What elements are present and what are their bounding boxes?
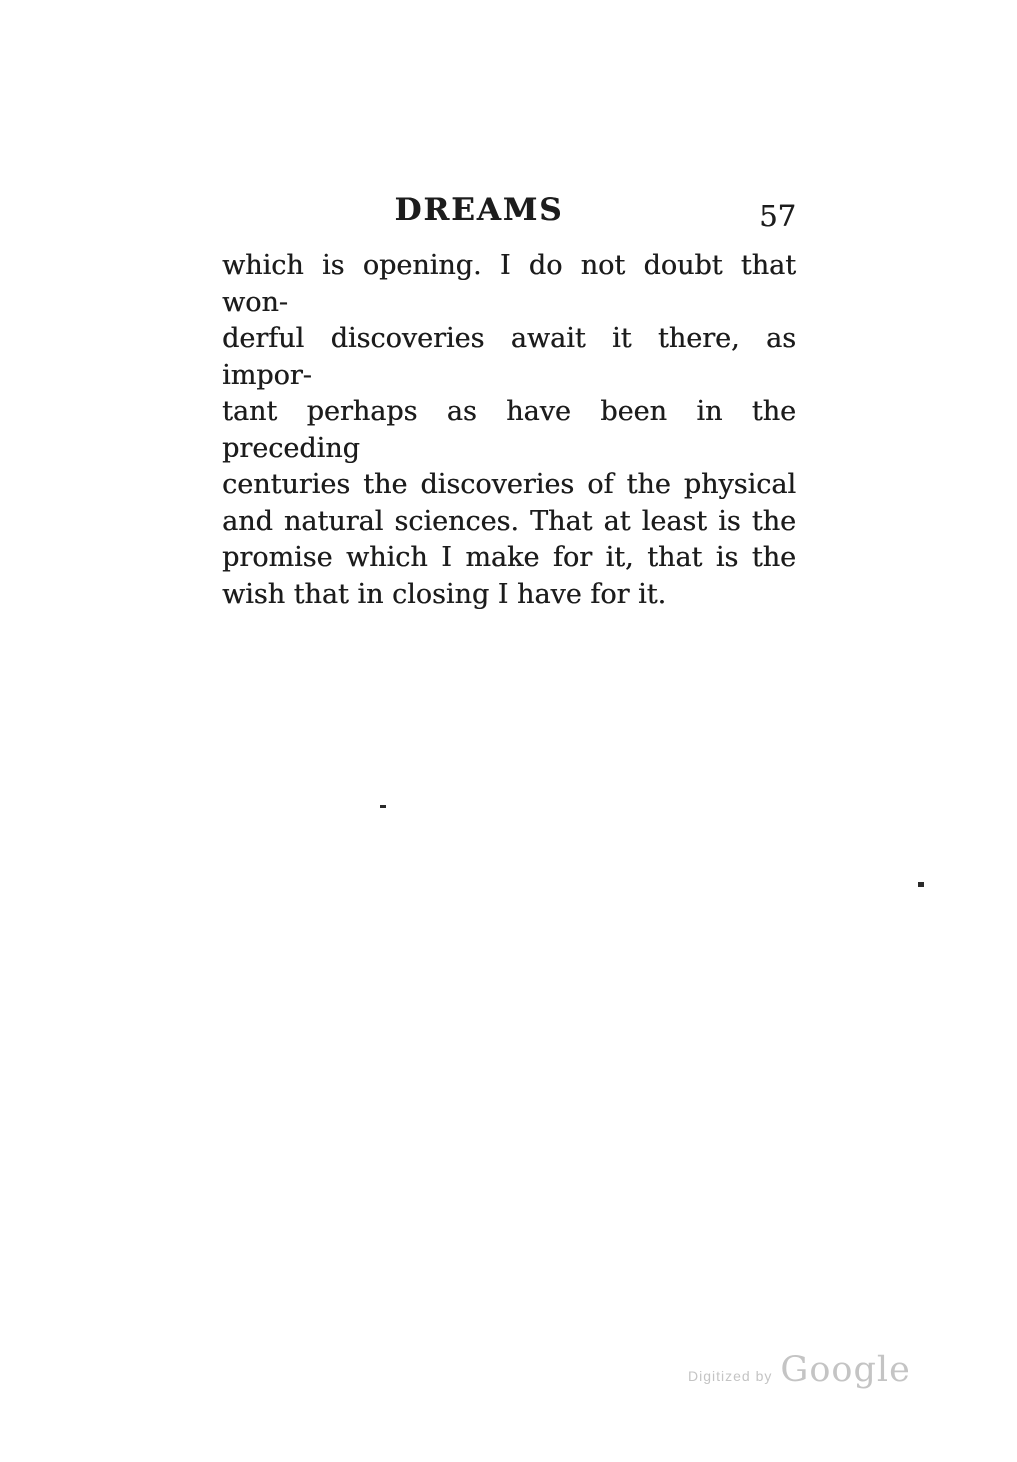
running-head xyxy=(222,192,796,232)
digitized-by-google-watermark xyxy=(688,1350,911,1390)
body-text-line: derful discoveries await it there, as impor- xyxy=(222,323,796,391)
body-text-line: promise which I make for it, that is the xyxy=(222,542,796,573)
body-paragraph xyxy=(222,248,796,613)
body-text-line: and natural sciences. That at least is the xyxy=(222,505,796,537)
body-text-line: centuries the discoveries of the physical xyxy=(222,469,796,500)
chapter-title: DREAMS xyxy=(394,192,564,228)
scan-speck xyxy=(918,882,924,887)
watermark-prefix-text: Digitized by xyxy=(688,1368,773,1384)
body-text-line: which is opening. I do not doubt that won- xyxy=(222,250,796,318)
body-text-line: tant perhaps as have been in the preceding xyxy=(222,396,796,464)
body-text-line: wish that in closing I have for it. xyxy=(222,578,667,610)
scan-speck xyxy=(380,805,386,808)
page-number: 57 xyxy=(759,199,796,233)
google-logo-text: Google xyxy=(780,1350,911,1390)
